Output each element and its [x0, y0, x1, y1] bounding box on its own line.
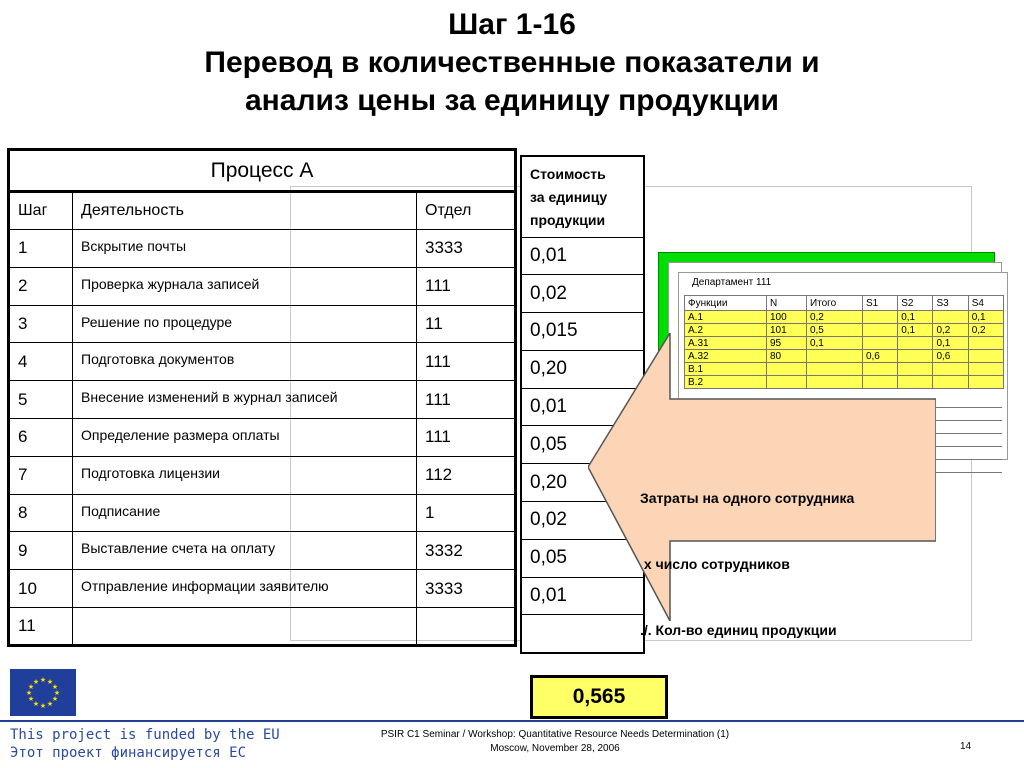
dept-s3: 0,2: [933, 324, 968, 337]
dept-s4: [968, 376, 1003, 389]
seminar-info: [355, 728, 755, 756]
dept-s4: [968, 337, 1003, 350]
activity-cell: Выставление счета на оплату: [73, 532, 417, 570]
dept-s4: [968, 363, 1003, 376]
step-cell: 5: [9, 381, 73, 419]
dept-cell: 111: [417, 381, 516, 419]
dept-s4: 0,1: [968, 311, 1003, 324]
cost-header-line: за единицу: [530, 189, 608, 205]
dept-s1: [862, 311, 897, 324]
table-row: [9, 570, 516, 608]
dept-cell: 3332: [417, 532, 516, 570]
dept-cell: 3333: [417, 230, 516, 268]
dept-func: B.1: [685, 363, 767, 376]
svg-text:★: ★: [39, 676, 47, 684]
dept-func: B.2: [685, 376, 767, 389]
dept-row: [685, 311, 1004, 324]
dept-func: A.32: [685, 350, 767, 363]
activity-cell: [73, 607, 417, 645]
svg-text:★: ★: [53, 689, 61, 697]
title-step: Шаг 1-16: [448, 8, 576, 41]
eu-stars-icon: [10, 669, 76, 716]
svg-text:★: ★: [39, 702, 47, 710]
dept-s2: 0,1: [898, 324, 933, 337]
sheet-lines: [934, 395, 1002, 473]
dept-func: A.31: [685, 337, 767, 350]
process-caption: Процесс А: [9, 150, 516, 192]
svg-text:★: ★: [46, 700, 54, 708]
dept-header: N: [767, 296, 807, 311]
table-row: [9, 305, 516, 343]
header-step: Шаг: [9, 192, 73, 230]
step-cell: 3: [9, 305, 73, 343]
activity-cell: Подготовка лицензии: [73, 456, 417, 494]
dept-total: 0,5: [806, 324, 862, 337]
activity-cell: Подписание: [73, 494, 417, 532]
table-row: [9, 418, 516, 456]
svg-text:★: ★: [27, 683, 35, 691]
table-row: [9, 267, 516, 305]
table-row: [9, 343, 516, 381]
cost-cell: 0,05: [521, 539, 644, 577]
cost-cell: 0,01: [521, 388, 644, 426]
dept-s3: 0,1: [933, 337, 968, 350]
dept-n: 80: [767, 350, 807, 363]
eu-funding-text: [10, 726, 280, 762]
dept-header: Итого: [806, 296, 862, 311]
cost-header: [521, 156, 644, 237]
dept-header: S2: [898, 296, 933, 311]
step-cell: 10: [9, 570, 73, 608]
step-cell: 4: [9, 343, 73, 381]
dept-s1: 0,6: [862, 350, 897, 363]
step-cell: 1: [9, 230, 73, 268]
cost-cell: 0,01: [521, 237, 644, 275]
dept-cell: 111: [417, 343, 516, 381]
seminar-date: Moscow, November 28, 2006: [490, 743, 620, 754]
step-cell: 9: [9, 532, 73, 570]
dept-header: S3: [933, 296, 968, 311]
cost-cell: 0,20: [521, 464, 644, 502]
dept-cell: 3333: [417, 570, 516, 608]
seminar-title: PSIR C1 Seminar / Workshop: Quantitative Resource Needs Determination (1): [380, 729, 730, 740]
dept-n: 95: [767, 337, 807, 350]
dept-cell: [417, 607, 516, 645]
step-cell: 11: [9, 607, 73, 645]
dept-func: A.1: [685, 311, 767, 324]
svg-text:★: ★: [51, 683, 59, 691]
dept-n: 101: [767, 324, 807, 337]
svg-text:★: ★: [32, 678, 40, 686]
dept-s3: 0,6: [933, 350, 968, 363]
dept-header: Функции: [685, 296, 767, 311]
table-row: [9, 381, 516, 419]
header-dept: Отдел: [417, 192, 516, 230]
cost-header-line: Стоимость: [530, 166, 606, 182]
dept-header: S1: [862, 296, 897, 311]
activity-cell: Внесение изменений в журнал записей: [73, 381, 417, 419]
footer-divider: [0, 720, 1024, 722]
cost-cell: 0,20: [521, 350, 644, 388]
dept-total: 0,1: [806, 337, 862, 350]
dept-cell: 111: [417, 418, 516, 456]
activity-cell: Проверка журнала записей: [73, 267, 417, 305]
total-cost: 0,565: [530, 675, 668, 719]
svg-text:★: ★: [27, 695, 35, 703]
cost-header-line: продукции: [530, 212, 606, 228]
dept-total: 0,2: [806, 311, 862, 324]
step-cell: 8: [9, 494, 73, 532]
dept-cell: 111: [417, 267, 516, 305]
dept-cell: 1: [417, 494, 516, 532]
callout-text: [640, 443, 854, 663]
callout-line: Затраты на одного сотрудника: [640, 490, 855, 506]
dept-s4: [968, 350, 1003, 363]
department-title: Департамент 111: [692, 277, 772, 288]
slide-title: [0, 6, 1024, 120]
process-table: [7, 148, 517, 647]
title-line-2: Перевод в количественные показатели и: [204, 46, 820, 79]
cost-cell: 0,015: [521, 313, 644, 351]
dept-n: 100: [767, 311, 807, 324]
eu-flag-icon: [10, 669, 76, 716]
svg-text:★: ★: [46, 678, 54, 686]
cost-cell: 0,01: [521, 577, 644, 615]
svg-text:★: ★: [51, 695, 59, 703]
table-row: [9, 230, 516, 268]
dept-cell: 112: [417, 456, 516, 494]
activity-cell: Определение размера оплаты: [73, 418, 417, 456]
cost-cell: 0,02: [521, 502, 644, 540]
dept-s3: [933, 311, 968, 324]
svg-text:★: ★: [25, 689, 33, 697]
activity-cell: Решение по процедуре: [73, 305, 417, 343]
step-cell: 6: [9, 418, 73, 456]
dept-cell: 11: [417, 305, 516, 343]
dept-s3: [933, 363, 968, 376]
table-row: [9, 456, 516, 494]
dept-s2: 0,1: [898, 311, 933, 324]
table-row: [9, 607, 516, 645]
callout-line: х число сотрудников: [640, 556, 790, 572]
table-row: [9, 532, 516, 570]
activity-cell: Подготовка документов: [73, 343, 417, 381]
activity-cell: Вскрытие почты: [73, 230, 417, 268]
title-line-3: анализ цены за единицу продукции: [245, 84, 779, 117]
dept-s3: [933, 376, 968, 389]
callout-line: ./. Кол-во единиц продукции: [640, 622, 837, 638]
eu-text-en: This project is funded by the EU: [10, 727, 280, 743]
svg-text:★: ★: [32, 700, 40, 708]
step-cell: 2: [9, 267, 73, 305]
header-activity: Деятельность: [73, 192, 417, 230]
step-cell: 7: [9, 456, 73, 494]
dept-header: S4: [968, 296, 1003, 311]
dept-s4: 0,2: [968, 324, 1003, 337]
table-row: [9, 494, 516, 532]
page-number: 14: [960, 741, 972, 752]
activity-cell: Отправление информации заявителю: [73, 570, 417, 608]
cost-cell: 0,05: [521, 426, 644, 464]
dept-func: A.2: [685, 324, 767, 337]
eu-text-ru: Этот проект финансируется ЕС: [10, 745, 247, 761]
cost-cell: 0,02: [521, 275, 644, 313]
